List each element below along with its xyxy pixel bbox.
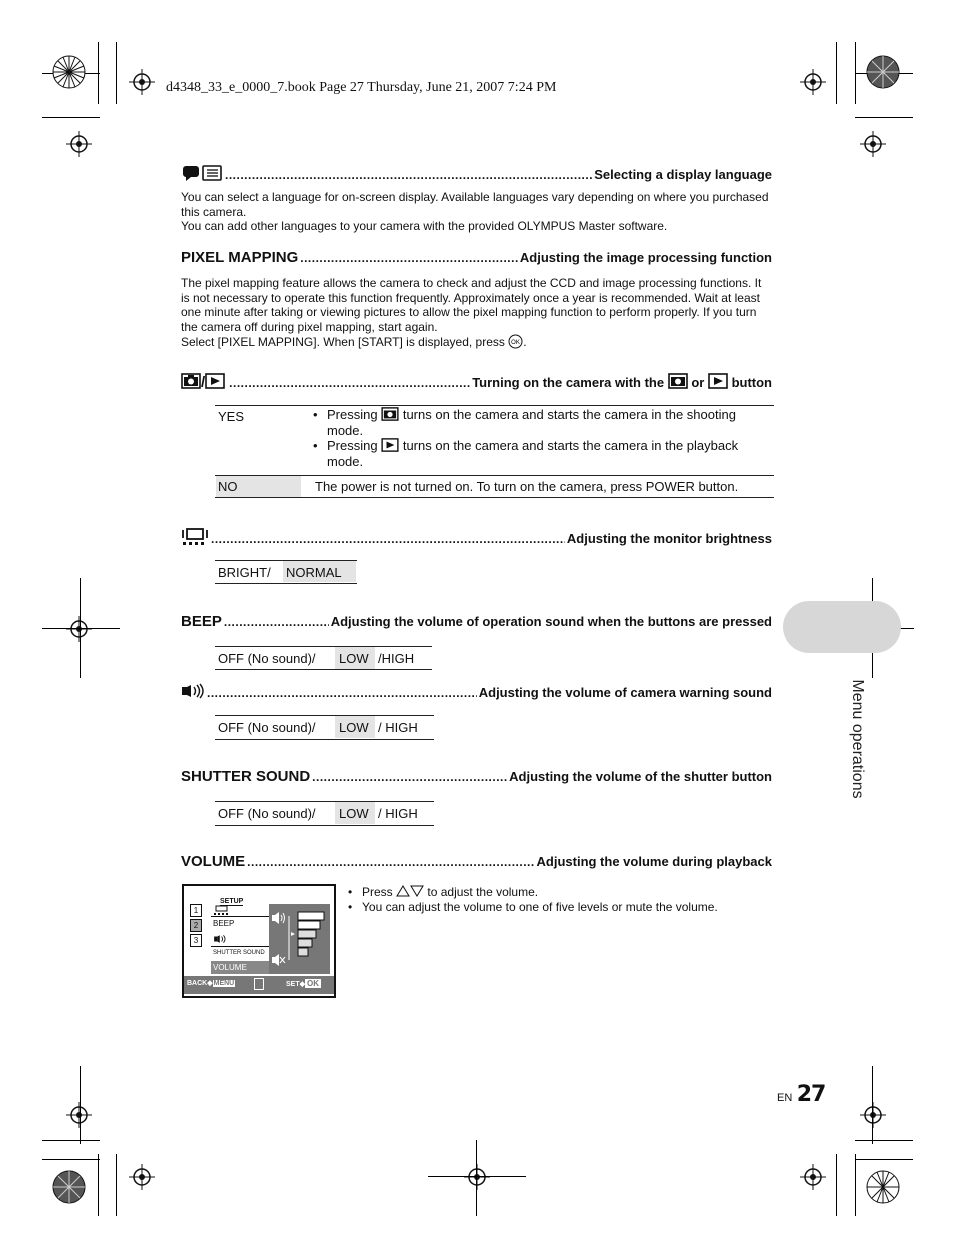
bullet-text: Pressing	[327, 407, 378, 422]
table-row-value: The power is not turned on. To turn on the camera, press POWER button.	[315, 479, 739, 494]
bullet-text: You can adjust the volume to one of five levels or mute the volume.	[362, 899, 718, 914]
language-para: You can add other languages to your camera with the provided OLYMPUS Master software.	[181, 219, 668, 233]
shutter-heading	[181, 768, 772, 785]
crosshair-icon	[66, 616, 92, 642]
warning-desc: Adjusting the volume of camera warning sound	[478, 685, 772, 700]
crosshair-icon	[800, 69, 826, 95]
beep-heading	[181, 613, 772, 630]
option-text: / HIGH	[378, 720, 418, 735]
crosshair-icon	[66, 1102, 92, 1128]
warning-sound-icon	[213, 934, 229, 944]
crosshair-icon	[860, 131, 886, 157]
pixel-mapping-heading	[181, 249, 772, 266]
bullet-text: mode.	[327, 422, 364, 438]
playback-icon	[205, 373, 225, 389]
registration-star-icon	[52, 1170, 86, 1204]
pixel-mapping-para-2: Select [PIXEL MAPPING]. When [START] is displayed, press	[181, 335, 505, 349]
pixel-mapping-title: PIXEL MAPPING	[181, 249, 299, 266]
bullet-text: to adjust the volume.	[427, 885, 539, 899]
power-desc-a: Turning on the camera with the	[472, 375, 665, 390]
pixel-mapping-body: The pixel mapping feature allows the camera to check and adjust the CCD and image processing functions. It is not necessary to operate this function frequently. Approximately once a year is recommended. Wait at least one minute after taking or viewing pictures to allow the pixel mapping function to perform properly. If you turn the camera off during pixel mapping, start again. Select [PIXEL MAPPING]. When [START] is displayed, press OK .	[181, 276, 773, 350]
list-item	[348, 885, 768, 900]
option-text: OFF (No sound)/	[218, 806, 316, 821]
lcd-menu-item: SHUTTER SOUND	[211, 946, 269, 960]
option-text: /HIGH	[378, 651, 415, 666]
language-body	[181, 190, 773, 234]
ok-button-icon	[508, 334, 523, 349]
lcd-menu-label: MENU	[213, 980, 235, 987]
side-tab-label: Menu operations	[849, 679, 866, 799]
warning-heading	[181, 683, 772, 701]
bullet-text: Pressing	[327, 438, 378, 453]
lcd-menu-item: BEEP	[211, 916, 269, 930]
lcd-tab: 1	[190, 904, 202, 917]
playback-icon	[381, 438, 399, 452]
page-lang: EN	[777, 1092, 793, 1104]
crosshair-icon	[860, 1102, 886, 1128]
beep-title: BEEP	[181, 613, 222, 630]
language-para: You can select a language for on-screen display. Available languages vary depending on where you purchased this camera.	[181, 190, 769, 219]
list-item	[313, 407, 773, 438]
pixel-mapping-desc: Adjusting the image processing function	[519, 250, 772, 265]
pixel-mapping-para: The pixel mapping feature allows the camera to check and adjust the CCD and image processing functions. It is not necessary to operate this function frequently. Approximately once a year is recommended. Wait at least one minute after taking or viewing pictures to allow the pixel mapping function to perform properly. If you turn the camera off during pixel mapping, start again.	[181, 276, 762, 334]
bullet-text: turns on the camera and starts the camera in the playback	[402, 438, 739, 453]
bullet-text: mode.	[327, 453, 364, 469]
page-num: 27	[796, 1082, 826, 1107]
lcd-tab: 2	[190, 919, 202, 932]
monitor-heading	[181, 528, 772, 547]
camera-icon	[668, 373, 688, 389]
option-selected: LOW	[339, 720, 369, 735]
crosshair-icon	[66, 131, 92, 157]
monitor-brightness-icon	[212, 905, 232, 915]
camera-icon	[381, 407, 399, 421]
lcd-footer-back: BACK◆MENU	[187, 980, 235, 987]
lcd-tab: 3	[190, 934, 202, 947]
up-down-arrow-icon	[396, 885, 424, 897]
power-desc-or: or	[691, 375, 705, 390]
option-text: OFF (No sound)/	[218, 720, 316, 735]
language-icon	[181, 164, 223, 183]
bullet-text: Press	[362, 885, 393, 899]
table-row-key: YES	[218, 409, 245, 424]
volume-title: VOLUME	[181, 853, 246, 870]
registration-star-icon	[866, 1170, 900, 1204]
shutter-desc: Adjusting the volume of the shutter button	[509, 769, 772, 784]
lcd-arrow-icon	[254, 978, 264, 990]
shutter-title: SHUTTER SOUND	[181, 768, 311, 785]
option-text: OFF (No sound)/	[218, 651, 316, 666]
option-selected: LOW	[339, 806, 369, 821]
monitor-brightness-icon	[181, 528, 209, 546]
volume-level-bars	[288, 910, 326, 970]
lcd-screen-illustration	[182, 884, 336, 998]
option-selected: NORMAL	[286, 565, 342, 580]
table-row-key: NO	[218, 479, 238, 494]
option-selected: LOW	[339, 651, 369, 666]
list-item	[313, 438, 773, 469]
language-desc: Selecting a display language	[594, 167, 772, 182]
monitor-desc: Adjusting the monitor brightness	[566, 531, 772, 546]
lcd-footer-set: SET◆ OK	[286, 979, 320, 988]
warning-sound-icon	[181, 683, 205, 699]
volume-bullets	[348, 885, 768, 914]
lcd-back-label: BACK	[187, 980, 208, 987]
lcd-menu-item-selected: VOLUME	[211, 961, 269, 974]
camera-icon	[181, 373, 201, 389]
crosshair-icon	[129, 69, 155, 95]
yes-bullets	[313, 407, 773, 469]
registration-star-icon	[52, 55, 86, 89]
power-desc-b: button	[731, 375, 772, 390]
lcd-ok-label: OK	[307, 979, 320, 988]
bullet-text: turns on the camera and starts the camera in the shooting	[402, 407, 736, 422]
crosshair-icon	[129, 1164, 155, 1190]
lcd-set-label: SET	[286, 981, 300, 988]
registration-star-icon	[866, 55, 900, 89]
book-header: d4348_33_e_0000_7.book Page 27 Thursday, June 21, 2007 7:24 PM	[166, 80, 557, 95]
power-heading: / ..... Turning on the camera with the or button	[181, 373, 772, 391]
ok-label: OK	[511, 340, 521, 346]
volume-desc: Adjusting the volume during playback	[536, 854, 772, 869]
speaker-icon	[272, 912, 286, 924]
beep-desc: Adjusting the volume of operation sound when the buttons are pressed	[330, 614, 772, 629]
crosshair-icon	[800, 1164, 826, 1190]
language-heading	[181, 164, 772, 183]
lcd-title: SETUP	[220, 898, 244, 905]
page-number	[777, 1082, 825, 1107]
volume-heading	[181, 853, 772, 870]
list-item	[348, 900, 768, 915]
side-tab	[783, 601, 901, 653]
crosshair-icon	[464, 1164, 490, 1190]
playback-icon	[708, 373, 728, 389]
option-text: BRIGHT/	[218, 565, 271, 580]
option-text: / HIGH	[378, 806, 418, 821]
mute-icon	[272, 954, 286, 966]
